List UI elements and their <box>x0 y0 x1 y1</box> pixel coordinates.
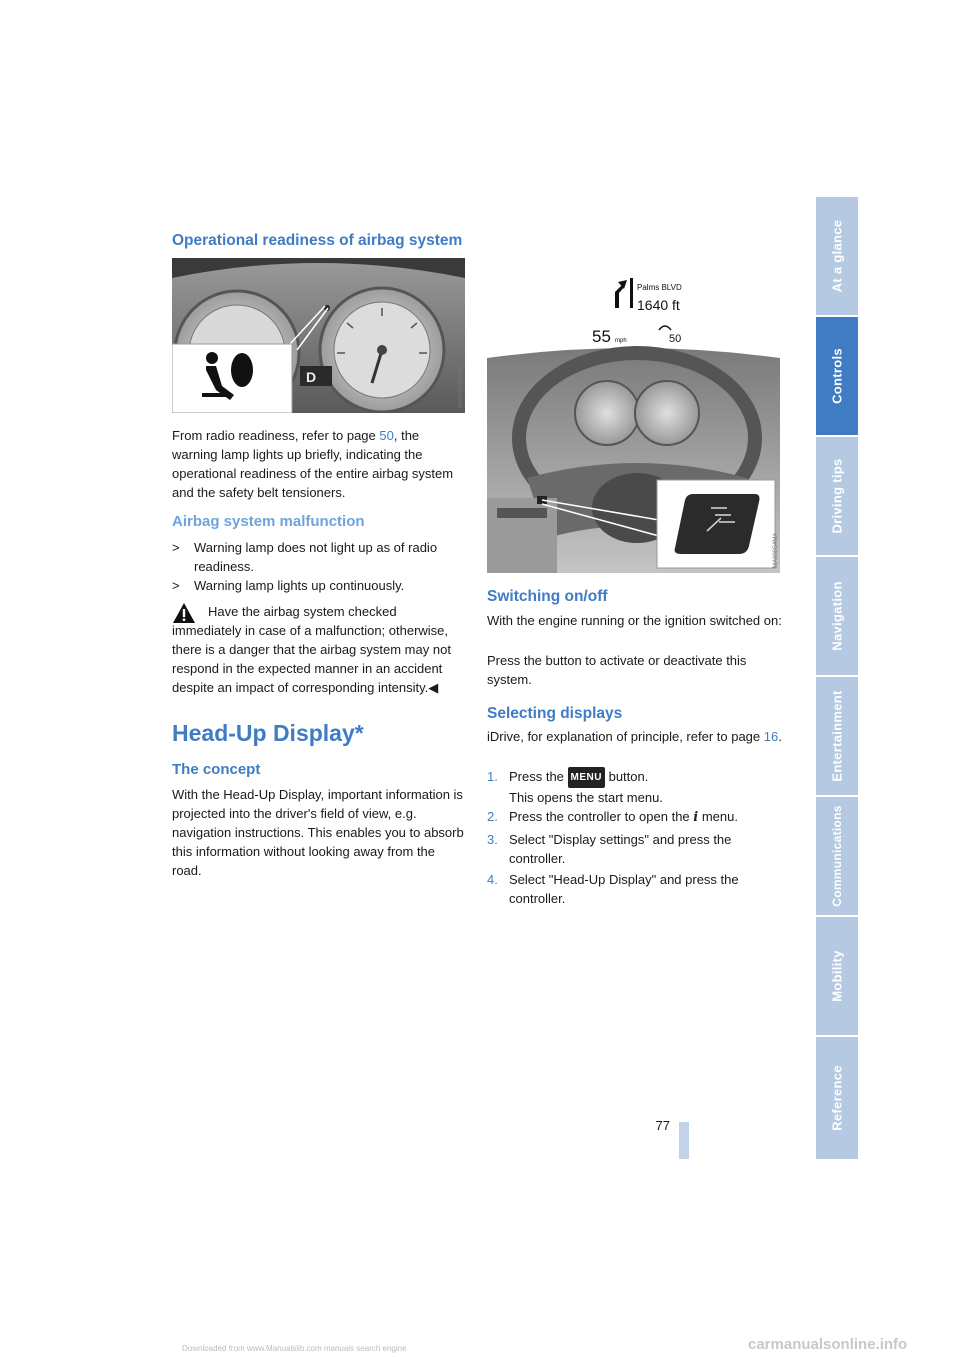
hud-street: Palms BLVD <box>637 283 682 292</box>
info-menu-icon: i <box>693 810 699 825</box>
airbag-readiness-heading: Operational readiness of airbag system <box>172 232 463 249</box>
warning-note <box>172 602 467 694</box>
airbag-lamp-figure <box>172 258 465 413</box>
watermark: carmanualsonline.info <box>748 1336 908 1353</box>
tab-mobility[interactable]: Mobility <box>816 917 858 1035</box>
figure-code: MA000168CMA <box>458 365 464 408</box>
tab-driving-tips[interactable]: Driving tips <box>816 437 858 555</box>
malfunction-heading: Airbag system malfunction <box>172 513 365 530</box>
tab-reference[interactable]: Reference <box>816 1037 858 1159</box>
page-link-16[interactable]: 16 <box>763 729 779 744</box>
figure-code: MA000S4MA <box>773 532 779 568</box>
hud-speed: 55 <box>592 327 611 346</box>
page-number: 77 <box>655 1118 670 1133</box>
tab-navigation[interactable]: Navigation <box>816 557 858 675</box>
hud-limit: 50 <box>669 333 682 345</box>
hud-speed-unit: mph <box>615 338 627 344</box>
switching-text-2: Press the button to activate or deactivate this system. <box>487 653 747 687</box>
hud-distance: 1640 ft <box>637 297 680 313</box>
hud-figure <box>487 238 780 573</box>
page-link-50[interactable]: 50 <box>379 428 394 443</box>
tab-controls[interactable]: Controls <box>816 317 858 435</box>
concept-text: With the Head-Up Display, important information is projected into the driver's field of view, e.g. navigation instructions. This enables you to absorb this information without looking away from the road. <box>172 787 464 878</box>
concept-heading: The concept <box>172 761 261 778</box>
selecting-text: iDrive, for explanation of principle, refer to page 16. <box>487 729 782 744</box>
selecting-displays-heading: Selecting displays <box>487 705 623 722</box>
head-up-display-image <box>487 238 780 573</box>
tab-communications[interactable]: Communications <box>816 797 858 915</box>
instrument-cluster-image <box>172 258 465 413</box>
airbag-readiness-text: From radio readiness, refer to page 50, the warning lamp lights up briefly, indicating the operational readiness of the entire airbag system and the safety belt tensioners. <box>172 428 454 500</box>
menu-button-icon: MENU <box>568 767 605 788</box>
tab-at-a-glance[interactable]: At a glance <box>816 197 858 315</box>
switching-text-1: With the engine running or the ignition switched on: <box>487 613 782 628</box>
tab-entertainment[interactable]: Entertainment <box>816 677 858 795</box>
warning-text: Have the airbag system checked immediately in case of a malfunction; otherwise, there is a danger that the airbag system may not respond in the expected manner in an accident despite an impact of corresponding intensity.◀ <box>172 604 451 695</box>
switching-heading: Switching on/off <box>487 588 608 605</box>
head-up-display-heading: Head-Up Display* <box>172 720 364 746</box>
hud-switch-button-icon <box>675 494 760 554</box>
page-marker-bar <box>679 1122 689 1159</box>
footer-source: Downloaded from www.Manualslib.com manuals search engine <box>182 1344 407 1353</box>
svg-text:D: D <box>306 369 317 385</box>
